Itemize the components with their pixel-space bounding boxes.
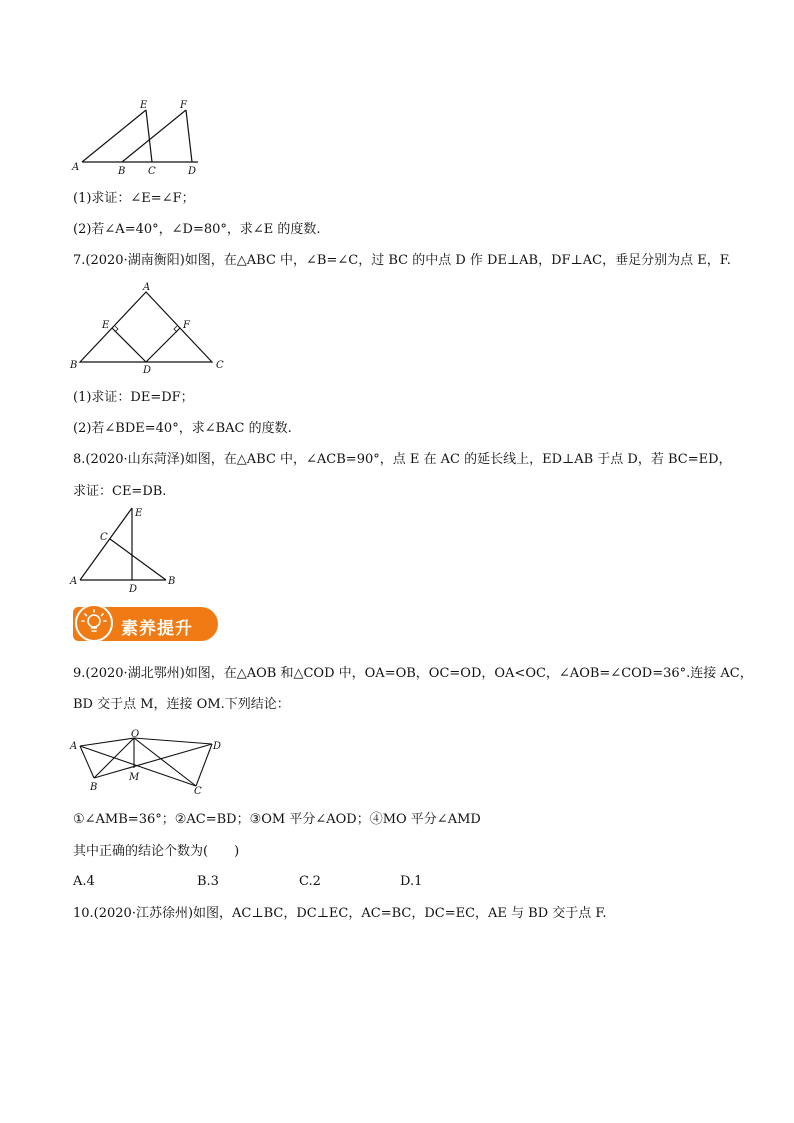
label-D: D	[129, 584, 138, 594]
q9-stem-cont: BD 交于点 M，连接 OM.下列结论：	[73, 697, 290, 712]
q10-stem: 10.(2020·江苏徐州)如图，AC⊥BC，DC⊥EC，AC=BC，DC=EC，AE 与 BD 交于点 F.	[73, 906, 607, 921]
section-title: 素养提升	[121, 619, 193, 639]
q9-option-a[interactable]: A.4	[73, 874, 95, 889]
label-B: B	[90, 782, 98, 793]
label-C: C	[194, 786, 202, 797]
label-C: C	[148, 166, 156, 177]
figure-q6	[70, 98, 220, 178]
label-E: E	[140, 100, 148, 111]
figure-q9	[68, 728, 238, 798]
section-banner	[73, 604, 218, 642]
label-C: C	[100, 532, 108, 543]
q9-question: 其中正确的结论个数为( )	[73, 844, 240, 859]
figure-q8	[68, 504, 188, 594]
label-A: A	[70, 576, 78, 587]
q9-option-d[interactable]: D.1	[400, 874, 423, 889]
q7-part1: (1)求证：DE=DF；	[73, 390, 194, 405]
label-F: F	[183, 320, 190, 331]
label-M: M	[129, 772, 140, 783]
q9-option-c[interactable]: C.2	[299, 874, 321, 889]
label-D: D	[213, 741, 222, 752]
q8-stem-cont: 求证：CE=DB.	[73, 484, 167, 499]
label-A: A	[143, 282, 151, 293]
label-D: D	[188, 166, 197, 177]
q8-stem: 8.(2020·山东菏泽)如图，在△ABC 中，∠ACB=90°，点 E 在 AC 的延长线上，ED⊥AB 于点 D，若 BC=ED，	[73, 452, 732, 467]
label-E: E	[135, 508, 143, 519]
q7-stem: 7.(2020·湖南衡阳)如图，在△ABC 中，∠B=∠C，过 BC 的中点 D 作 DE⊥AB，DF⊥AC，垂足分别为点 E，F.	[73, 253, 731, 268]
q6-part1: (1)求证：∠E=∠F；	[73, 191, 195, 206]
q7-part2: (2)若∠BDE=40°，求∠BAC 的度数.	[73, 421, 292, 436]
label-B: B	[118, 166, 126, 177]
q9-statements: ①∠AMB=36°；②AC=BD；③OM 平分∠AOD；④MO 平分∠AMD	[73, 812, 481, 827]
label-B: B	[70, 360, 78, 371]
label-O: O	[131, 729, 140, 740]
q9-stem: 9.(2020·湖北鄂州)如图，在△AOB 和△COD 中，OA=OB，OC=OD，OA<OC，∠AOB=∠COD=36°.连接 AC，	[73, 666, 753, 681]
label-F: F	[180, 100, 187, 111]
q9-option-b[interactable]: B.3	[197, 874, 219, 889]
label-E: E	[102, 320, 110, 331]
q6-part2: (2)若∠A=40°，∠D=80°，求∠E 的度数.	[73, 222, 321, 237]
label-B: B	[168, 576, 176, 587]
label-A: A	[72, 162, 80, 173]
figure-q7	[68, 282, 233, 374]
label-A: A	[70, 741, 78, 752]
label-C: C	[216, 360, 224, 371]
label-D: D	[143, 365, 152, 374]
lightbulb-icon	[75, 604, 113, 642]
